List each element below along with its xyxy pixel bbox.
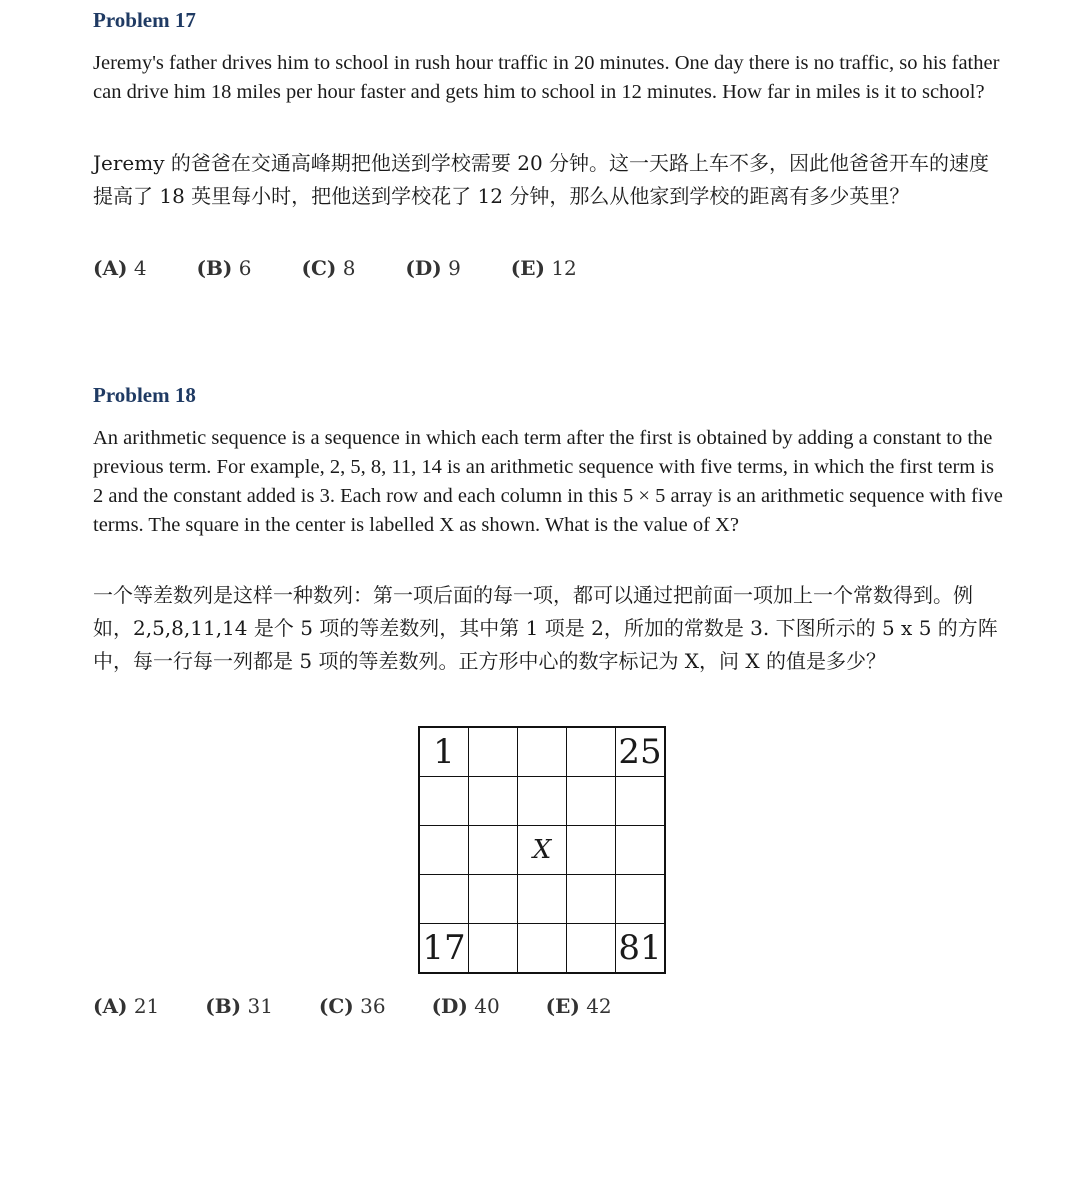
problem-17-chinese-text: Jeremy 的爸爸在交通高峰期把他送到学校需要 20 分钟。这一天路上车不多，因此他爸爸开车的速度提高了 18 英里每小时，把他送到学校花了 12 分钟，那么从他家到学校的距离有多少英里？ [93, 151, 990, 208]
choice-e: (E) 42 [545, 994, 612, 1018]
grid-cell [567, 924, 616, 974]
choice-d: (D) 9 [405, 256, 461, 280]
grid-cell [518, 924, 567, 974]
grid-row [419, 777, 665, 826]
grid-cell [469, 826, 518, 875]
grid-cell [469, 875, 518, 924]
grid-cell [567, 875, 616, 924]
problem-17-title: Problem 17 [93, 8, 196, 32]
problem-18-english-text: An arithmetic sequence is a sequence in which each term after the first is obtained by adding a constant to the previous term. For example, 2, 5, 8, 11, 14 is an arithmetic sequence with five terms, in which the first term is 2 and the constant added is 3. Each row and each column in this 5 × 5 array is an arithmetic sequence with five terms. The square in the center is labelled X as shown. What is the value of X? [93, 427, 1003, 536]
choice-b: (B) 31 [205, 994, 273, 1018]
grid-cell [567, 826, 616, 875]
grid-cell [469, 727, 518, 777]
problem-17-english-text: Jeremy's father drives him to school in rush hour traffic in 20 minutes. One day there is no traffic, so his father can drive him 18 miles per hour faster and gets him to school in 12 minutes. How far in miles is it to school? [93, 52, 1000, 103]
grid-cell [616, 777, 666, 826]
grid-cell: 1 [419, 727, 469, 777]
grid-cell [469, 777, 518, 826]
choice-a: (A) 21 [93, 994, 160, 1018]
grid-cell [419, 826, 469, 875]
grid-cell [419, 777, 469, 826]
grid-cell: 81 [616, 924, 666, 974]
grid-cell: 25 [616, 727, 666, 777]
grid-cell [567, 777, 616, 826]
problem-18-choices [93, 994, 658, 1018]
choice-d: (D) 40 [431, 994, 500, 1018]
grid-cell [518, 777, 567, 826]
choice-b: (B) 6 [196, 256, 252, 280]
problem-17-choices [93, 256, 627, 280]
grid-cell: 17 [419, 924, 469, 974]
choice-c: (C) 36 [318, 994, 386, 1018]
grid-cell [567, 727, 616, 777]
grid-cell [616, 875, 666, 924]
choice-c: (C) 8 [301, 256, 356, 280]
grid-row [419, 826, 665, 875]
grid-cell [616, 826, 666, 875]
grid-row [419, 924, 665, 974]
grid-cell [469, 924, 518, 974]
problem-18-title: Problem 18 [93, 383, 196, 407]
choice-a: (A) 4 [93, 256, 147, 280]
grid-cell [518, 727, 567, 777]
grid-cell [419, 875, 469, 924]
sequence-grid [418, 726, 666, 974]
grid-row [419, 727, 665, 777]
grid-cell-center-x: X [518, 826, 567, 875]
grid-row [419, 875, 665, 924]
grid-cell [518, 875, 567, 924]
choice-e: (E) 12 [510, 256, 577, 280]
problem-18-chinese-text: 一个等差数列是这样一种数列：第一项后面的每一项，都可以通过把前面一项加上一个常数得到。例如，2,5,8,11,14 是个 5 项的等差数列，其中第 1 项是 2，所加的常数是 3. 下图所示的 5 x 5 的方阵中，每一行每一列都是 5 项的等差数列。正方形中心的数字标记为 X，问 X 的值是多少？ [93, 583, 998, 673]
